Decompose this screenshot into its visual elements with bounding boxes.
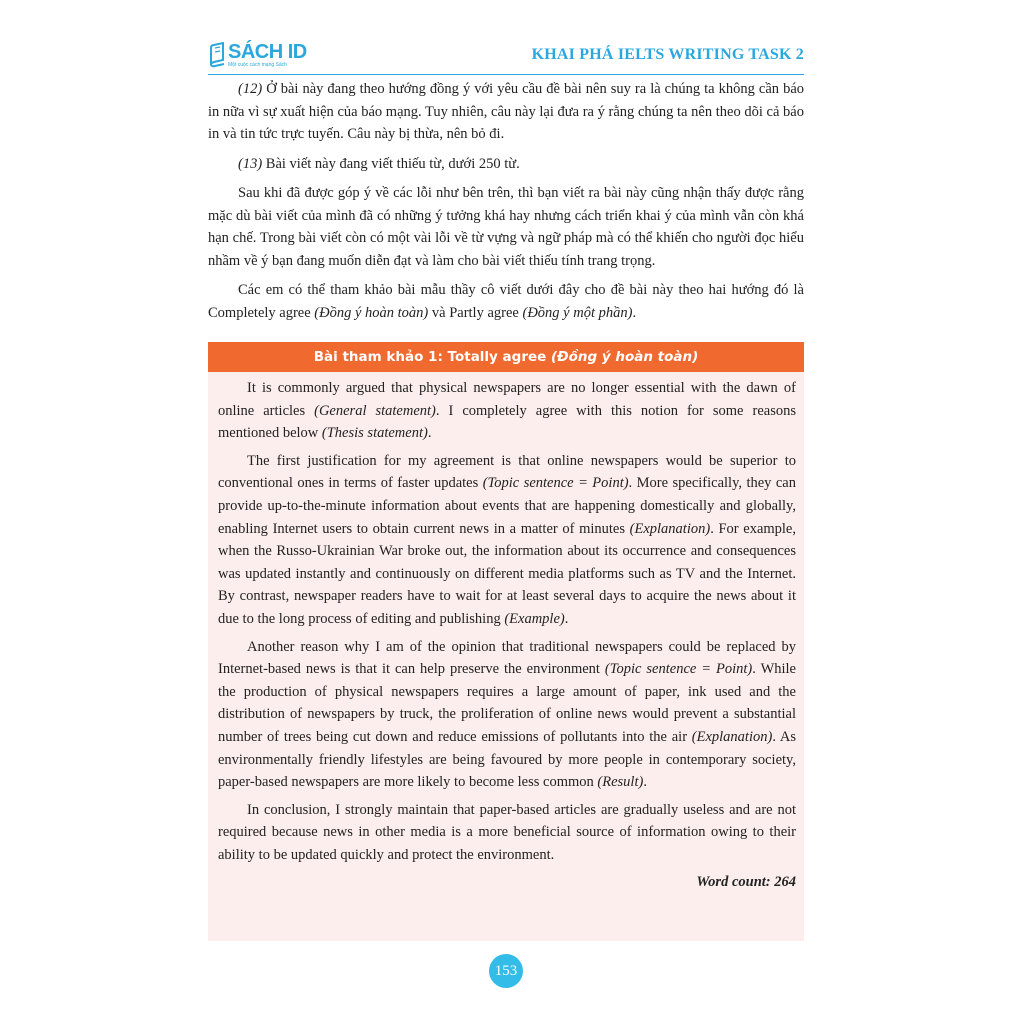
p1-a: It is commonly argued that physical newspapers are no longer essential with the dawn of online articles: [218, 380, 796, 419]
intro-text-c: và Partly agree: [428, 304, 523, 321]
intro-text-d: (Đồng ý một phần): [522, 304, 633, 321]
logo-tagline: Một cuộc cách mạng Sách: [228, 62, 287, 68]
p3-a: Another reason why I am of the opinion that traditional newspapers could be replaced by Internet-based news is that it can help preserve the environment: [218, 638, 796, 678]
p3-e: . As environmentally friendly lifestyles are being favoured by more people in contemporary society, paper-based newspapers are more likely to become less common: [218, 728, 796, 791]
sample-essay-heading: [208, 342, 804, 372]
comment-13-text: Bài viết này đang viết thiếu từ, dưới 250 từ.: [262, 155, 520, 172]
page-header: [208, 40, 804, 75]
p2-f: (Example): [504, 610, 565, 627]
p1-c: . I completely agree with this notion for some reasons mentioned below: [218, 402, 796, 442]
intro-text-b: (Đồng ý hoàn toàn): [314, 304, 429, 321]
book-logo-icon: [208, 42, 226, 68]
p1-d: (Thesis statement): [321, 425, 428, 442]
heading-text: Bài tham khảo 1: Totally agree: [313, 349, 552, 365]
essay-paragraph-3: [218, 636, 796, 794]
comment-12: [208, 78, 804, 146]
p3-b: (Topic sentence = Point): [604, 661, 753, 678]
intro-text-a: Các em có thể tham khảo bài mẫu thầy cô viết dưới đây cho đề bài này theo hai hướng đó là Completely agree: [208, 282, 804, 321]
p2-c: . More specifically, they can provide up-to-the-minute information about events that are happening domestically and globally, enabling Internet users to obtain current news in a matter of minutes: [218, 475, 796, 537]
p2-e: . For example, when the Russo-Ukrainian War broke out, the information about its occurrence and consequences was updated instantly and continuously on different media platforms such as TV and the Internet. By contrast, newspaper readers have to wait for at least several days to acquire the news about it due to the long process of editing and publishing: [218, 520, 796, 627]
essay-paragraph-1: [218, 377, 796, 445]
book-title: KHAI PHÁ IELTS WRITING TASK 2: [531, 46, 804, 63]
intro-text-e: .: [632, 304, 637, 321]
feedback-paragraph: Sau khi đã được góp ý về các lỗi như bên trên, thì bạn viết ra bài này cũng nhận thấy được rằng mặc dù bài viết của mình đã có những ý tưởng khá hay nhưng cách triển khai ý của mình vẫn còn khá hạn chế. Trong bài viết còn có một vài lỗi về từ vựng và ngữ pháp mà có thể khiến cho người đọc hiểu nhầm về ý bạn đang muốn diễn đạt và làm cho bài viết thiếu tính trang trọng.: [208, 185, 804, 269]
p2-a: The first justification for my agreement is that online newspapers would be superior to conventional ones in terms of faster updates: [218, 452, 796, 492]
ref-13: (13): [238, 155, 263, 172]
essay-body: [208, 372, 804, 894]
commentary-section: [208, 78, 804, 331]
p2-d: (Explanation): [629, 520, 711, 537]
p3-g: .: [643, 774, 647, 791]
p3-c: . While the production of physical newspapers requires a large amount of paper, ink used and the distribution of newspapers by truck, the proliferation of online news would prevent a substantial number of trees being cut down and reduce emissions of pollutants into the air: [218, 661, 796, 745]
p3-f: (Result): [597, 774, 644, 791]
p3-d: (Explanation): [691, 728, 773, 745]
essay-paragraph-2: [218, 450, 796, 631]
p2-g: .: [564, 610, 569, 627]
publisher-logo: [208, 42, 307, 72]
page-number: 153: [489, 954, 523, 988]
word-count: Word count: 264: [696, 874, 796, 891]
logo-title: SÁCH ID: [228, 41, 307, 63]
comment-13: [208, 153, 804, 176]
intro-paragraph: [208, 279, 804, 324]
ref-12: (12): [238, 81, 263, 97]
comment-12-text: Ở bài này đang theo hướng đồng ý với yêu cầu đề bài nên suy ra là chúng ta không cần báo in nữa vì sự xuất hiện của báo mạng. Tuy nhiên, câu này lại đưa ra ý rằng chúng ta nên theo dõi cả báo in và tin tức trực tuyến. Câu này bị thừa, nên bỏ đi.: [208, 81, 804, 142]
essay-paragraph-4: In conclusion, I strongly maintain that paper-based articles are gradually useless and are not required because news in other media is a more beneficial source of information owing to their ability to be updated quickly and protect the environment.: [218, 801, 796, 863]
sample-essay-box: [208, 342, 804, 941]
p2-b: (Topic sentence = Point): [482, 475, 629, 492]
p1-b: (General statement): [314, 402, 436, 419]
p1-e: .: [427, 425, 432, 442]
heading-translation: (Đồng ý hoàn toàn): [551, 349, 699, 365]
